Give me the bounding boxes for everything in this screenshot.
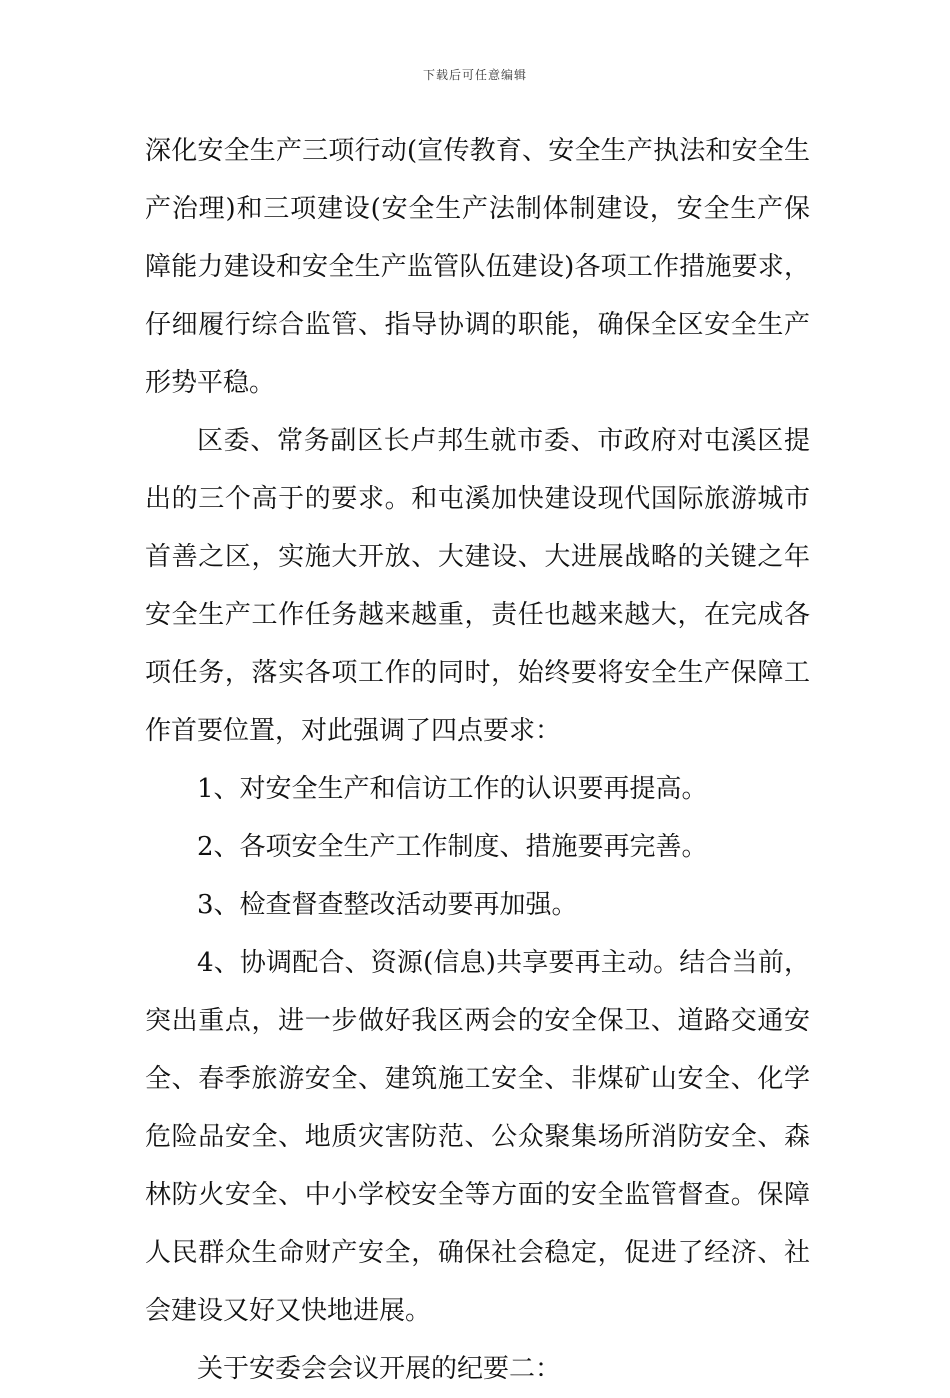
paragraph-district-requirements: 区委、常务副区长卢邦生就市委、市政府对屯溪区提出的三个高于的要求。和屯溪加快建设现代国际旅游城市首善之区，实施大开放、大建设、大进展战略的关键之年安全生产工作任务越来越重，责任也越来越大，在完成各项任务，落实各项工作的同时，始终要将安全生产保障工作首要位置，对此强调了四点要求： bbox=[145, 426, 810, 746]
list-item-requirement-3: 3、检查督查整改活动要再加强。 bbox=[197, 890, 578, 920]
list-item-requirement-2: 2、各项安全生产工作制度、措施要再完善。 bbox=[197, 832, 708, 862]
list-item-requirement-1: 1、对安全生产和信访工作的认识要再提高。 bbox=[197, 774, 708, 804]
list-item-requirement-4: 4、协调配合、资源(信息)共享要再主动。结合当前，突出重点，进一步做好我区两会的安全保卫、道路交通安全、春季旅游安全、建筑施工安全、非煤矿山安全、化学危险品安全、地质灾害防范、公众聚集场所消防安全、森林防火安全、中小学校安全等方面的安全监管督查。保障人民群众生命财产安全，确保社会稳定，促进了经济、社会建设又好又快地进展。 bbox=[145, 948, 810, 1326]
section-heading-minutes-two: 关于安委会会议开展的纪要二： bbox=[197, 1354, 562, 1384]
paragraph-continuation: 深化安全生产三项行动(宣传教育、安全生产执法和安全生产治理)和三项建设(安全生产法制体制建设，安全生产保障能力建设和安全生产监管队伍建设)各项工作措施要求，仔细履行综合监管、指导协调的职能，确保全区安全生产形势平稳。 bbox=[145, 136, 810, 398]
page-header-note: 下载后可任意编辑 bbox=[422, 68, 527, 82]
document-body bbox=[145, 122, 810, 1398]
